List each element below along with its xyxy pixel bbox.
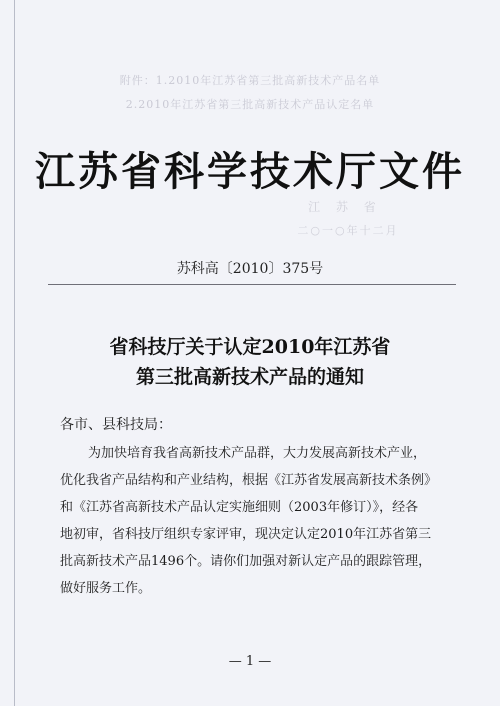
page-number: — 1 — — [228, 654, 272, 669]
body-line: 地初审，省科技厅组织专家评审，现决定认定2010年江苏省第三 — [60, 527, 432, 542]
body-line: 优化我省产品结构和产业结构，根据《江苏省发展高新技术条例》 — [60, 473, 438, 488]
notice-title-line-1: 省科技厅关于认定2010年江苏省 — [109, 336, 391, 358]
bleed-through-seal: 江 苏 省 — [308, 200, 382, 214]
salutation: 各市、县科技局： — [60, 417, 172, 433]
body-line: 做好服务工作。 — [60, 581, 152, 596]
body-line: 和《江苏省高新技术产品认定实施细则（2003年修订）》，经各 — [60, 500, 419, 515]
header-divider — [48, 284, 456, 285]
notice-title-line-2: 第三批高新技术产品的通知 — [135, 366, 364, 388]
bleed-through-line-1: 附件：1.2010年江苏省第三批高新技术产品名单 — [119, 74, 381, 87]
body-line: 为加快培育我省高新技术产品群，大力发展高新技术产业， — [88, 446, 427, 461]
bleed-through-seal-date: 二○一○年十二月 — [297, 224, 399, 237]
document-header-title: 江苏省科学技术厅文件 — [35, 148, 465, 195]
body-line: 批高新技术产品1496个。请你们加强对新认定产品的跟踪管理， — [60, 554, 432, 569]
document-number: 苏科高〔2010〕375号 — [176, 261, 324, 277]
bleed-through-line-2: 2.2010年江苏省第三批高新技术产品认定名单 — [125, 98, 375, 111]
